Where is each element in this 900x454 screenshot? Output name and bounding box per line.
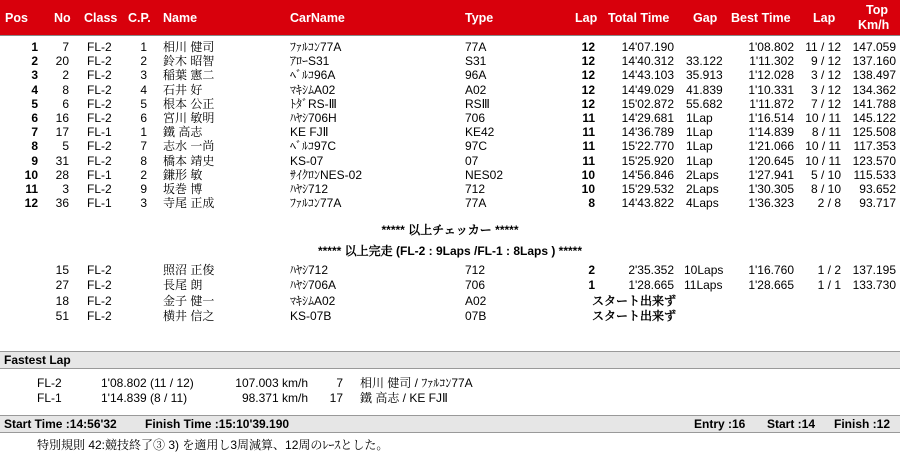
total-time-cell: 15'02.872 (621, 96, 674, 111)
type-cell: 97C (465, 139, 488, 154)
cp-cell: 3 (140, 68, 147, 83)
driver-name-cell: 横井 信之 (163, 308, 215, 323)
total-time-cell: 14'43.822 (621, 196, 674, 211)
speed-cell: 98.371 km/h (241, 390, 308, 405)
total-time-cell: 1'28.665 (628, 278, 674, 293)
best-lap-cell: 5 / 10 (810, 167, 841, 182)
top-speed-cell: 138.497 (852, 68, 896, 83)
pos-cell: 6 (31, 111, 38, 125)
top-speed-cell: 137.195 (852, 263, 896, 277)
gap-cell: 1Lap (686, 125, 713, 140)
type-cell: A02 (465, 293, 487, 308)
header-cp: C.P. (128, 11, 151, 25)
no-cell: 20 (55, 54, 69, 69)
driver-car-cell: 鐵 高志 / KE FJⅡ (360, 390, 448, 405)
pos-cell: 8 (31, 139, 38, 154)
gap-cell: 35.913 (686, 68, 723, 83)
table-row (0, 182, 900, 196)
best-time-cell: 1'08.802 (748, 40, 794, 54)
no-cell: 5 (62, 139, 69, 154)
lap-cell: 11 (582, 111, 595, 125)
type-cell: 07B (465, 308, 487, 323)
car-name-cell: ﾌｧﾙｺﾝ77A (290, 40, 342, 54)
car-name-cell: ﾍﾞﾙｺ97C (290, 139, 337, 154)
best-lap-cell: 3 / 12 (810, 68, 841, 83)
car-name-cell: ｱﾛｰS31 (290, 54, 330, 69)
no-cell: 8 (62, 82, 69, 97)
header-name: Name (163, 11, 198, 25)
header-class: Class (84, 11, 118, 25)
header-best-lap: Lap (813, 11, 836, 25)
pos-cell: 1 (31, 40, 38, 54)
header-type: Type (465, 11, 494, 25)
class-cell: FL-1 (87, 125, 112, 140)
no-cell: 17 (329, 390, 343, 405)
best-time-cell: 1'16.760 (748, 263, 794, 277)
best-lap-cell: 1 / 1 (817, 278, 841, 293)
car-name-cell: ﾄﾀﾞRS-Ⅲ (290, 96, 337, 111)
class-cell: FL-1 (87, 196, 112, 211)
lap-cell: 12 (581, 82, 595, 97)
cp-cell: 3 (140, 196, 147, 211)
cp-cell: 9 (140, 182, 147, 196)
lap-cell: 12 (581, 54, 595, 69)
lap-cell: 1 (588, 278, 595, 293)
no-cell: 3 (62, 182, 69, 196)
pos-cell: 10 (24, 167, 38, 182)
start-count: Start :14 (767, 417, 816, 431)
total-time-cell: 14'56.846 (621, 167, 674, 182)
table-row (0, 168, 900, 182)
best-time-cell: 1'16.514 (748, 111, 794, 125)
class-cell: FL-1 (37, 390, 62, 405)
best-lap-cell: 10 / 11 (805, 111, 841, 125)
gap-cell: 2Laps (686, 167, 719, 182)
cp-cell: 4 (140, 82, 147, 97)
table-row (0, 68, 900, 82)
class-cell: FL-2 (87, 308, 112, 323)
gap-cell: 33.122 (686, 54, 723, 69)
pos-cell: 5 (31, 96, 38, 111)
class-cell: FL-2 (87, 96, 112, 111)
table-row (0, 125, 900, 139)
finish-count: Finish :12 (834, 417, 891, 431)
no-cell: 6 (62, 96, 69, 111)
lap-cell: 8 (588, 196, 595, 211)
best-lap-cell: 2 / 8 (817, 196, 841, 211)
driver-name-cell: 照沼 正俊 (163, 263, 215, 277)
best-lap-cell: 10 / 11 (805, 139, 841, 154)
lap-cell: 11 (582, 153, 595, 168)
driver-name-cell: 橋本 靖史 (163, 153, 215, 168)
car-name-cell: ﾊﾔｼ706A (290, 278, 337, 293)
class-cell: FL-2 (87, 263, 112, 277)
total-time-cell: 14'36.789 (621, 125, 674, 140)
best-lap-cell: 11 / 12 (805, 40, 841, 54)
car-name-cell: ﾊﾔｼ712 (290, 263, 329, 277)
car-name-cell: ｻｲｸﾛﾝNES-02 (290, 167, 363, 182)
cp-cell: 2 (140, 167, 147, 182)
lap-cell: 12 (581, 40, 595, 54)
header-no: No (54, 11, 71, 25)
results-header (0, 0, 900, 36)
table-row (0, 83, 900, 97)
class-cell: FL-2 (87, 278, 112, 293)
total-time-cell: 15'29.532 (621, 182, 674, 196)
best-lap-cell: 9 / 12 (810, 54, 841, 69)
car-name-cell: ﾍﾞﾙｺ96A (290, 68, 336, 83)
total-time-cell: 14'40.312 (621, 54, 674, 69)
no-cell: 7 (336, 376, 343, 390)
pos-cell: 11 (25, 182, 38, 196)
driver-name-cell: 鈴木 昭智 (163, 54, 215, 69)
cp-cell: 7 (140, 139, 147, 154)
type-cell: 77A (465, 40, 487, 54)
lap-time-cell: 1'14.839 (8 / 11) (101, 390, 188, 405)
driver-car-cell: 相川 健司 / ﾌｧﾙｺﾝ77A (360, 376, 473, 390)
lap-cell: 11 (582, 139, 595, 154)
car-name-cell: ﾏｷｼﾑA02 (290, 82, 336, 97)
checker-line: ***** 以上チェッカー ***** (381, 223, 519, 237)
no-cell: 51 (55, 308, 69, 323)
table-row (0, 97, 900, 111)
no-cell: 36 (55, 196, 69, 211)
best-lap-cell: 3 / 12 (810, 82, 841, 97)
table-row (0, 154, 900, 168)
best-time-cell: 1'14.839 (748, 125, 794, 140)
table-row (0, 278, 900, 292)
lap-time-cell: 1'08.802 (11 / 12) (101, 376, 194, 390)
best-time-cell: 1'12.028 (748, 68, 794, 83)
driver-name-cell: 根本 公正 (163, 96, 215, 111)
class-cell: FL-2 (87, 153, 112, 168)
total-time-cell: 14'29.681 (621, 111, 674, 125)
top-speed-cell: 93.652 (859, 182, 896, 196)
best-time-cell: 1'10.331 (748, 82, 794, 97)
no-cell: 2 (62, 68, 69, 83)
no-cell: 17 (55, 125, 69, 140)
type-cell: A02 (465, 82, 487, 97)
driver-name-cell: 長尾 朗 (163, 278, 203, 293)
table-row (0, 263, 900, 277)
class-cell: FL-2 (37, 376, 62, 390)
no-cell: 31 (55, 153, 69, 168)
speed-cell: 107.003 km/h (235, 376, 308, 390)
no-cell: 16 (55, 111, 69, 125)
best-time-cell: 1'28.665 (748, 278, 794, 293)
table-row (0, 309, 900, 323)
class-cell: FL-1 (87, 167, 112, 182)
best-time-cell: 1'11.872 (749, 96, 794, 111)
header-best-time: Best Time (731, 11, 791, 25)
gap-cell: 1Lap (686, 111, 713, 125)
table-row (0, 139, 900, 153)
table-row (0, 54, 900, 68)
lap-cell: 12 (581, 68, 595, 83)
gap-cell: 1Lap (686, 139, 713, 154)
table-row (0, 294, 900, 308)
pos-cell: 7 (31, 125, 38, 140)
class-cell: FL-2 (87, 82, 112, 97)
type-cell: 712 (465, 263, 486, 277)
fastest-lap-title: Fastest Lap (4, 353, 71, 367)
class-cell: FL-2 (87, 68, 112, 83)
top-speed-cell: 93.717 (859, 196, 896, 211)
header-lap: Lap (575, 11, 598, 25)
class-cell: FL-2 (87, 182, 112, 196)
driver-name-cell: 金子 健一 (163, 293, 215, 308)
header-carname: CarName (290, 11, 345, 25)
car-name-cell: ﾊﾔｼ706H (290, 111, 337, 125)
finish-line: ***** 以上完走 (FL-2 : 9Laps /FL-1 : 8Laps ) ***** (317, 244, 583, 258)
table-row (0, 40, 900, 54)
pos-cell: 9 (31, 153, 38, 168)
header-kmh: Km/h (858, 18, 890, 32)
driver-name-cell: 志水 一尚 (163, 139, 215, 154)
pos-cell: 12 (24, 196, 38, 211)
driver-name-cell: 宮川 敏明 (163, 111, 215, 125)
driver-name-cell: 石井 好 (163, 82, 203, 97)
best-time-cell: 1'11.302 (749, 54, 794, 69)
top-speed-cell: 125.508 (852, 125, 896, 140)
type-cell: 07 (465, 153, 479, 168)
type-cell: KE42 (465, 125, 495, 140)
fastest-lap-section (0, 351, 900, 369)
best-time-cell: 1'30.305 (748, 182, 794, 196)
best-lap-cell: 8 / 10 (810, 182, 841, 196)
type-cell: 96A (465, 68, 487, 83)
gap-cell: 1Lap (686, 153, 713, 168)
gap-cell: 41.839 (686, 82, 723, 97)
status-cell: スタート出来ず (592, 293, 677, 308)
class-cell: FL-2 (87, 293, 112, 308)
gap-cell: 4Laps (686, 196, 719, 211)
top-speed-cell: 115.533 (853, 167, 896, 182)
special-rule-note: 特別規則 42:競技終了③ 3) を適用し3周減算、12周のﾚｰｽとした。 (37, 438, 389, 452)
total-time-cell: 15'22.770 (621, 139, 674, 154)
car-name-cell: ﾌｧﾙｺﾝ77A (290, 196, 342, 211)
driver-name-cell: 稲葉 憲二 (163, 68, 215, 83)
no-cell: 28 (55, 167, 69, 182)
type-cell: S31 (465, 54, 487, 69)
header-top: Top (866, 3, 888, 17)
type-cell: RSⅢ (465, 96, 490, 111)
pos-cell: 4 (31, 82, 38, 97)
footer-bar (0, 415, 900, 433)
cp-cell: 1 (140, 125, 147, 140)
top-speed-cell: 137.160 (852, 54, 896, 69)
lap-cell: 10 (581, 182, 595, 196)
driver-name-cell: 相川 健司 (163, 40, 215, 54)
fastest-lap-row (0, 376, 900, 390)
best-time-cell: 1'21.066 (748, 139, 794, 154)
gap-cell: 55.682 (686, 96, 723, 111)
driver-name-cell: 鎌形 敏 (163, 167, 203, 182)
lap-cell: 10 (581, 167, 595, 182)
no-cell: 15 (55, 263, 69, 277)
car-name-cell: KS-07B (290, 308, 332, 323)
top-speed-cell: 147.059 (852, 40, 896, 54)
pos-cell: 2 (31, 54, 38, 69)
type-cell: 77A (465, 196, 487, 211)
total-time-cell: 14'43.103 (621, 68, 674, 83)
total-time-cell: 15'25.920 (621, 153, 674, 168)
driver-name-cell: 坂巻 博 (163, 182, 203, 196)
top-speed-cell: 145.122 (852, 111, 896, 125)
class-cell: FL-2 (87, 40, 112, 54)
best-lap-cell: 8 / 11 (811, 125, 841, 140)
best-lap-cell: 10 / 11 (805, 153, 841, 168)
car-name-cell: ﾊﾔｼ712 (290, 182, 329, 196)
gap-cell: 10Laps (684, 263, 724, 277)
start-time: Start Time :14:56'32 (4, 417, 117, 431)
type-cell: 706 (465, 278, 486, 293)
status-cell: スタート出来ず (592, 308, 677, 323)
driver-name-cell: 鐵 高志 (163, 125, 203, 140)
header-gap: Gap (693, 11, 718, 25)
car-name-cell: ﾏｷｼﾑA02 (290, 293, 336, 308)
cp-cell: 2 (140, 54, 147, 69)
best-lap-cell: 7 / 12 (810, 96, 841, 111)
no-cell: 7 (62, 40, 69, 54)
car-name-cell: KS-07 (290, 153, 324, 168)
total-time-cell: 14'07.190 (621, 40, 674, 54)
finish-time: Finish Time :15:10'39.190 (145, 417, 290, 431)
entry-count: Entry :16 (694, 417, 746, 431)
cp-cell: 8 (140, 153, 147, 168)
lap-cell: 2 (588, 263, 595, 277)
table-row (0, 196, 900, 210)
gap-cell: 2Laps (686, 182, 719, 196)
top-speed-cell: 134.362 (852, 82, 896, 97)
cp-cell: 1 (140, 40, 147, 54)
type-cell: 706 (465, 111, 486, 125)
type-cell: 712 (465, 182, 486, 196)
type-cell: NES02 (465, 167, 504, 182)
top-speed-cell: 133.730 (852, 278, 896, 293)
lap-cell: 12 (581, 96, 595, 111)
best-lap-cell: 1 / 2 (817, 263, 841, 277)
pos-cell: 3 (31, 68, 38, 83)
top-speed-cell: 123.570 (852, 153, 896, 168)
lap-cell: 11 (582, 125, 595, 140)
total-time-cell: 14'49.029 (621, 82, 674, 97)
fastest-lap-row (0, 391, 900, 405)
header-total-time: Total Time (608, 11, 670, 25)
top-speed-cell: 117.353 (853, 139, 896, 154)
car-name-cell: KE FJⅡ (290, 125, 329, 140)
best-time-cell: 1'20.645 (748, 153, 794, 168)
driver-name-cell: 寺尾 正成 (163, 196, 215, 211)
cp-cell: 5 (140, 96, 147, 111)
no-cell: 27 (55, 278, 69, 293)
no-cell: 18 (55, 293, 69, 308)
total-time-cell: 2'35.352 (628, 263, 674, 277)
cp-cell: 6 (140, 111, 147, 125)
best-time-cell: 1'36.323 (748, 196, 794, 211)
header-pos: Pos (5, 11, 28, 25)
class-cell: FL-2 (87, 111, 112, 125)
best-time-cell: 1'27.941 (748, 167, 794, 182)
gap-cell: 11Laps (684, 278, 723, 293)
top-speed-cell: 141.788 (852, 96, 896, 111)
table-row (0, 111, 900, 125)
class-cell: FL-2 (87, 54, 112, 69)
class-cell: FL-2 (87, 139, 112, 154)
